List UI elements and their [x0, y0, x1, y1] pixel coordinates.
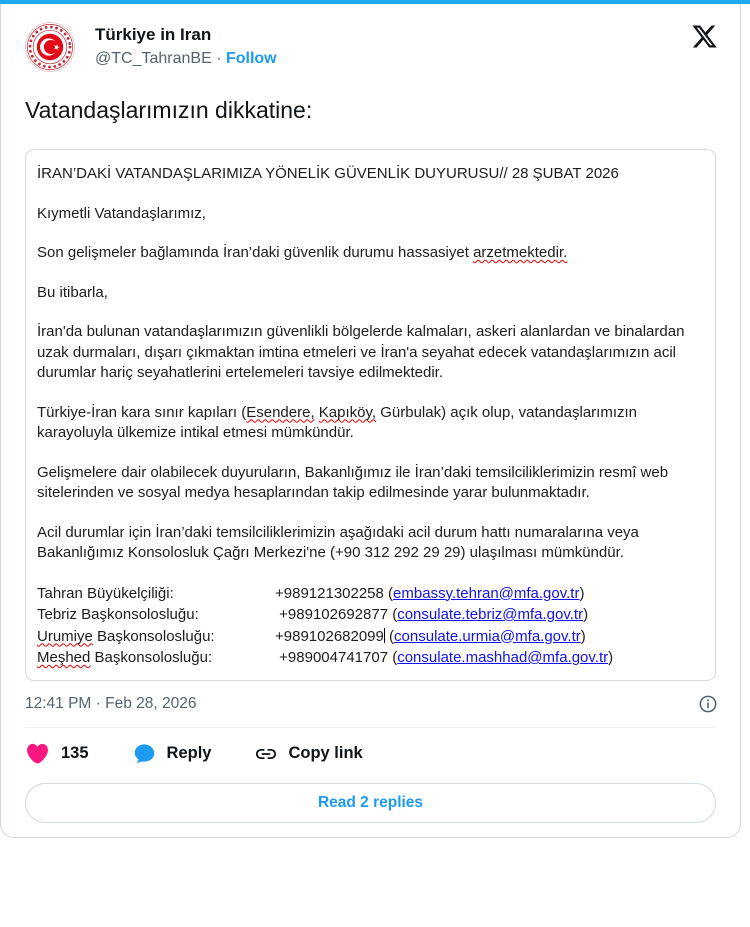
document-paragraph: Bu itibarla, [37, 283, 108, 301]
email-link[interactable]: consulate.urmia@mfa.gov.tr [394, 627, 581, 645]
divider [25, 727, 716, 728]
contact-row [37, 647, 703, 669]
contact-label: Tebriz Başkonsolosluğu: [37, 606, 199, 623]
document-paragraph: Türkiye-İran kara sınır kapıları (Esendere, Kapıköy, Gürbulak) açık olup, vatandaşlarımızın karayoluyla ülkemize intikal etmesi mümkündür. [37, 403, 638, 441]
author-handle[interactable]: @TC_TahranBE [95, 50, 212, 67]
author-block [95, 22, 691, 69]
tweet-text: Vatandaşlarımızın dikkatine: [25, 97, 313, 123]
avatar[interactable] [25, 22, 75, 72]
text-caret [384, 628, 385, 643]
contact-value: +989102682099 (consulate.urmia@mfa.gov.tr) [275, 627, 586, 645]
heart-icon [25, 741, 50, 766]
timestamp[interactable]: 12:41 PM · Feb 28, 2026 [25, 694, 197, 712]
contact-label: Tahran Büyükelçiliği: [37, 584, 174, 602]
contact-row [37, 626, 703, 648]
top-accent-bar [0, 0, 750, 4]
follow-button[interactable]: Follow [225, 50, 277, 67]
email-link[interactable]: consulate.tebriz@mfa.gov.tr [397, 606, 584, 623]
reply-button[interactable] [133, 742, 212, 765]
contact-row [37, 604, 703, 626]
reply-label: Reply [166, 744, 212, 762]
contact-phone: +989102682099 [275, 627, 384, 645]
like-button[interactable] [25, 741, 89, 766]
author-handle-row [95, 49, 691, 69]
link-icon [255, 743, 277, 765]
security-notice-document [25, 149, 716, 681]
handle-separator: · [216, 50, 222, 67]
contact-value: +989121302258 (embassy.tehran@mfa.gov.tr) [275, 584, 585, 602]
contact-label: Urumiye Başkonsolosluğu: [37, 627, 215, 645]
contact-value: +989102692877 (consulate.tebriz@mfa.gov.tr) [275, 606, 589, 623]
document-paragraph: İran'da bulunan vatandaşlarımızın güvenlikli bölgelerde kalmaları, askeri alanlardan ve binalardan uzak durmaları, dışarı çıkmaktan imtina etmeleri ve İran'a seyahat edecek vatandaşlarımızın acil durumlar hariç seyahatlerini ertelemeleri tavsiye edilmektedir. [37, 323, 685, 381]
tweet-header [1, 22, 740, 72]
document-paragraph: Gelişmelere dair olabilecek duyuruların, Bakanlığımız ile İran’daki temsilciliklerimizin resmî web sitelerinden ve sosyal medya hesaplarından takip edilmesinde yarar bulunmaktadır. [37, 463, 669, 501]
tweet-card [0, 3, 741, 838]
copy-link-label: Copy link [288, 744, 363, 762]
contact-phone: +989121302258 [275, 584, 384, 602]
read-replies-button[interactable] [25, 783, 716, 823]
contact-label: Meşhed Başkonsolosluğu: [37, 649, 213, 666]
speech-bubble-icon [133, 742, 156, 765]
engagement-bar [25, 740, 716, 768]
contact-row [37, 583, 703, 605]
x-logo-icon[interactable] [691, 23, 718, 50]
document-paragraph: İRAN’DAKİ VATANDAŞLARIMIZA YÖNELİK GÜVENLİK DUYURUSU// 28 ŞUBAT 2026 [37, 165, 619, 182]
info-icon[interactable] [698, 694, 718, 714]
contact-list [37, 583, 703, 678]
email-link[interactable]: embassy.tehran@mfa.gov.tr [393, 584, 580, 602]
read-replies-label: Read 2 replies [317, 793, 424, 811]
meta-row [25, 694, 718, 714]
author-display-name[interactable]: Türkiye in Iran [95, 25, 212, 44]
document-paragraph: Kıymetli Vatandaşlarımız, [37, 204, 206, 222]
document-body [37, 164, 703, 564]
contact-phone: +989102692877 [275, 606, 389, 623]
email-link[interactable]: consulate.mashhad@mfa.gov.tr [397, 649, 609, 666]
document-paragraph: Acil durumlar için İran’daki temsilciliklerimizin aşağıdaki acil durum hattı numaralarına veya Bakanlığımız Konsolosluk Çağrı Merkezi'ne (+90 312 292 29 29) ulaşılması mümkündür. [37, 523, 639, 561]
like-count: 135 [61, 744, 89, 762]
contact-phone: +989004741707 [275, 649, 389, 666]
copy-link-button[interactable] [255, 743, 362, 765]
contact-value: +989004741707 (consulate.mashhad@mfa.gov.tr) [275, 649, 614, 666]
document-paragraph: Son gelişmeler bağlamında İran’daki güvenlik durumu hassasiyet arzetmektedir. [37, 244, 568, 261]
